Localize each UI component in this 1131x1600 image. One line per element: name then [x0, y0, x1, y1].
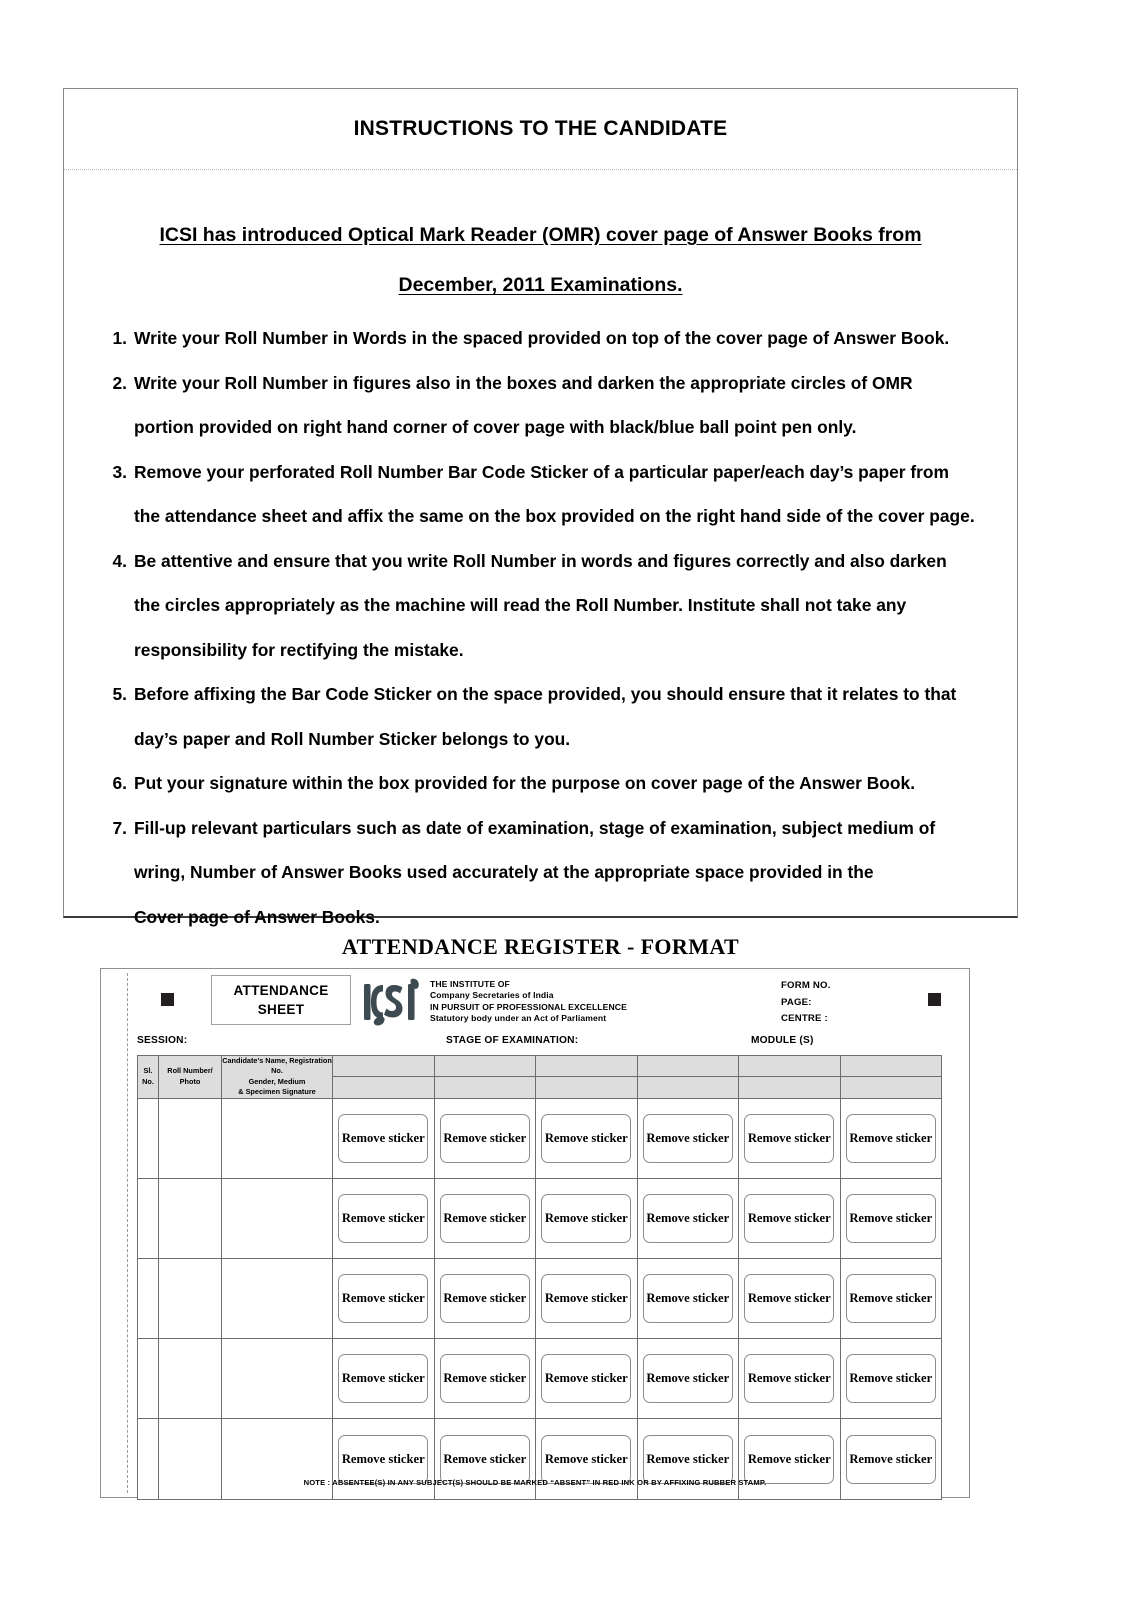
- instruction-item: [64, 316, 1017, 361]
- header-sl-no: [138, 1056, 159, 1099]
- header-subject-slot[interactable]: [739, 1056, 841, 1077]
- attendance-register-section: [63, 918, 1067, 1528]
- sticker-cell: [333, 1178, 435, 1258]
- instruction-line: day’s paper and Roll Number Sticker belongs to you.: [134, 728, 571, 749]
- remove-sticker-box[interactable]: Remove sticker: [744, 1435, 834, 1484]
- instruction-number: 1.: [112, 328, 127, 348]
- instruction-line: Write your Roll Number in Words in the spaced provided on top of the cover page of Answer Book.: [134, 328, 950, 348]
- sticker-cell: [637, 1419, 739, 1499]
- institute-line-3: IN PURSUIT OF PROFESSIONAL EXCELLENCE: [430, 1001, 627, 1012]
- header-subject-slot[interactable]: [637, 1056, 739, 1077]
- instruction-line: Remove your perforated Roll Number Bar Code Sticker of a particular paper/each day’s paper from: [134, 461, 950, 482]
- instruction-line: the attendance sheet and affix the same on the box provided on the right hand side of the cover page.: [134, 506, 975, 526]
- instruction-line: the circles appropriately as the machine will read the Roll Number. Institute shall not take any: [134, 595, 907, 615]
- sticker-cell: [333, 1259, 435, 1339]
- table-row: [138, 1419, 942, 1499]
- remove-sticker-box[interactable]: Remove sticker: [440, 1354, 530, 1403]
- form-header: [101, 969, 969, 1031]
- header-candidate-line-3: & Specimen Signature: [238, 1087, 316, 1097]
- sticker-cell: [333, 1339, 435, 1419]
- instruction-line: Before affixing the Bar Code Sticker on the space provided, you should ensure that it relates to that: [134, 684, 957, 704]
- header-subject-slot-sub[interactable]: [637, 1077, 739, 1098]
- instructions-list: [64, 316, 1017, 939]
- instruction-item: [64, 361, 1017, 450]
- instruction-text: [134, 316, 1007, 361]
- omr-heading-line-2: December, 2011 Examinations.: [398, 274, 683, 296]
- instruction-text: [134, 761, 1007, 806]
- institute-text-block: [430, 977, 627, 1025]
- attendance-table-body: [138, 1098, 942, 1499]
- remove-sticker-box[interactable]: Remove sticker: [846, 1194, 936, 1243]
- remove-sticker-box[interactable]: Remove sticker: [338, 1194, 428, 1243]
- sticker-cell: [739, 1178, 841, 1258]
- remove-sticker-box[interactable]: Remove sticker: [541, 1274, 631, 1323]
- remove-sticker-box[interactable]: Remove sticker: [744, 1274, 834, 1323]
- sticker-cell: [434, 1098, 536, 1178]
- table-header-row: [138, 1056, 942, 1077]
- attendance-grid-wrapper: [137, 1055, 942, 1466]
- instruction-line: Write your Roll Number in figures also in the boxes and darken the appropriate circles of OMR: [134, 372, 913, 393]
- sticker-cell: [840, 1259, 942, 1339]
- sticker-cell: [536, 1339, 638, 1419]
- instruction-line: portion provided on right hand corner of cover page with black/blue ball point pen only.: [134, 417, 857, 437]
- remove-sticker-box[interactable]: Remove sticker: [541, 1194, 631, 1243]
- sticker-cell: [434, 1339, 536, 1419]
- remove-sticker-box[interactable]: Remove sticker: [744, 1194, 834, 1243]
- table-row: [138, 1098, 942, 1178]
- sl-no-cell[interactable]: [138, 1339, 159, 1419]
- instruction-number: 6.: [112, 773, 127, 793]
- header-subject-slot-sub[interactable]: [333, 1077, 435, 1098]
- instruction-text: [134, 450, 1007, 539]
- header-candidate-line-2: Gender, Medium: [248, 1076, 306, 1086]
- remove-sticker-box[interactable]: Remove sticker: [541, 1354, 631, 1403]
- roll-photo-cell[interactable]: [159, 1178, 222, 1258]
- sticker-cell: [637, 1339, 739, 1419]
- sl-no-cell[interactable]: [138, 1419, 159, 1499]
- instructions-panel: [63, 88, 1018, 927]
- form-no-label: FORM NO.: [781, 980, 831, 991]
- header-roll-photo: Roll Number/ Photo: [159, 1056, 222, 1099]
- instruction-text: [134, 361, 1007, 450]
- sl-no-cell[interactable]: [138, 1178, 159, 1258]
- remove-sticker-box[interactable]: Remove sticker: [440, 1194, 530, 1243]
- page-label: PAGE:: [781, 996, 812, 1008]
- sticker-cell: [739, 1259, 841, 1339]
- sticker-cell: [637, 1178, 739, 1258]
- absentee-note: NOTE : ABSENTEE(S) IN ANY SUBJECT(S) SHOULD BE MARKED “ABSENT” IN RED INK OR BY AFFIXING RUBBER STAMP.: [303, 1478, 767, 1487]
- instruction-item: [64, 450, 1017, 539]
- header-subject-slot[interactable]: [536, 1056, 638, 1077]
- sticker-cell: [536, 1259, 638, 1339]
- attendance-table-head: [138, 1056, 942, 1099]
- header-sl-no-line-2: No.: [142, 1076, 154, 1086]
- remove-sticker-box[interactable]: Remove sticker: [338, 1435, 428, 1484]
- header-subject-slot-sub[interactable]: [840, 1077, 942, 1098]
- stage-of-examination-label: STAGE OF EXAMINATION:: [446, 1035, 579, 1046]
- roll-photo-cell[interactable]: [159, 1419, 222, 1499]
- attendance-badge-line-2: SHEET: [257, 1002, 305, 1017]
- sticker-cell: [840, 1178, 942, 1258]
- institute-line-2: Company Secretaries of India: [430, 990, 554, 1001]
- remove-sticker-box[interactable]: Remove sticker: [643, 1194, 733, 1243]
- candidate-details-cell[interactable]: [222, 1098, 333, 1178]
- session-label-row: [101, 1031, 969, 1055]
- instruction-number: 4.: [112, 550, 127, 571]
- centre-label: CENTRE :: [781, 1013, 828, 1024]
- instruction-line: Put your signature within the box provided for the purpose on cover page of the Answer Book.: [134, 773, 916, 793]
- candidate-details-cell[interactable]: [222, 1259, 333, 1339]
- remove-sticker-box[interactable]: Remove sticker: [643, 1114, 733, 1163]
- header-subject-slot-sub[interactable]: [739, 1077, 841, 1098]
- remove-sticker-box[interactable]: Remove sticker: [846, 1435, 936, 1484]
- remove-sticker-box[interactable]: Remove sticker: [846, 1114, 936, 1163]
- icsi-logo-icon: [363, 978, 421, 1026]
- instruction-line: wring, Number of Answer Books used accurately at the appropriate space provided in the: [134, 862, 874, 882]
- instruction-number: 5.: [112, 684, 127, 704]
- sticker-cell: [739, 1339, 841, 1419]
- remove-sticker-box[interactable]: Remove sticker: [338, 1114, 428, 1163]
- omr-heading-line-1: ICSI has introduced Optical Mark Reader (OMR) cover page of Answer Books from: [159, 224, 922, 246]
- remove-sticker-box[interactable]: Remove sticker: [744, 1354, 834, 1403]
- instruction-line: Fill-up relevant particulars such as date of examination, stage of examination, subject medium of: [134, 817, 936, 838]
- roll-photo-cell[interactable]: [159, 1339, 222, 1419]
- sticker-cell: [840, 1419, 942, 1499]
- candidate-details-cell[interactable]: [222, 1339, 333, 1419]
- instruction-number: 3.: [112, 461, 127, 482]
- instruction-text: [134, 672, 1007, 761]
- sticker-cell: [739, 1098, 841, 1178]
- remove-sticker-box[interactable]: Remove sticker: [541, 1435, 631, 1484]
- institute-line-1: THE INSTITUTE OF: [430, 979, 510, 989]
- remove-sticker-box[interactable]: Remove sticker: [643, 1435, 733, 1484]
- sticker-cell: [840, 1098, 942, 1178]
- sticker-cell: [333, 1098, 435, 1178]
- instruction-item: [64, 761, 1017, 806]
- header-sl-no-line-1: Sl.: [143, 1066, 153, 1076]
- roll-photo-cell[interactable]: [159, 1259, 222, 1339]
- header-subject-slot[interactable]: [434, 1056, 536, 1077]
- attendance-table: [137, 1055, 942, 1500]
- attendance-sheet-badge: [211, 975, 351, 1025]
- sticker-cell: [333, 1419, 435, 1499]
- sticker-cell: [739, 1419, 841, 1499]
- sticker-cell: [637, 1259, 739, 1339]
- attendance-badge-line-1: ATTENDANCE: [233, 983, 329, 998]
- sticker-cell: [536, 1178, 638, 1258]
- remove-sticker-box[interactable]: Remove sticker: [643, 1274, 733, 1323]
- register-title: ATTENDANCE REGISTER - FORMAT: [341, 934, 740, 959]
- header-subject-slot-sub[interactable]: [434, 1077, 536, 1098]
- sticker-cell: [536, 1098, 638, 1178]
- session-label: SESSION:: [137, 1035, 188, 1046]
- instruction-number: 2.: [112, 372, 127, 393]
- header-candidate-line-1: Candidate's Name, Registration No.: [222, 1056, 332, 1076]
- header-subject-slot-sub[interactable]: [536, 1077, 638, 1098]
- institute-line-4: Statutory body under an Act of Parliament: [430, 1013, 607, 1024]
- instruction-text: [134, 539, 1007, 673]
- candidate-details-cell[interactable]: [222, 1178, 333, 1258]
- roll-photo-cell[interactable]: [159, 1098, 222, 1178]
- institute-branding: [363, 977, 627, 1026]
- attendance-sheet-form: [100, 968, 970, 1498]
- remove-sticker-box[interactable]: Remove sticker: [440, 1114, 530, 1163]
- remove-sticker-box[interactable]: Remove sticker: [541, 1114, 631, 1163]
- header-candidate-details: [222, 1056, 333, 1099]
- form-meta-block: [781, 978, 831, 1028]
- table-row: [138, 1259, 942, 1339]
- sticker-cell: [434, 1419, 536, 1499]
- remove-sticker-box[interactable]: Remove sticker: [338, 1354, 428, 1403]
- instruction-line: responsibility for rectifying the mistake.: [134, 639, 464, 660]
- table-row: [138, 1178, 942, 1258]
- document-page: [63, 88, 1067, 1528]
- remove-sticker-box[interactable]: Remove sticker: [440, 1274, 530, 1323]
- remove-sticker-box[interactable]: Remove sticker: [643, 1354, 733, 1403]
- sl-no-cell[interactable]: [138, 1259, 159, 1339]
- module-label: MODULE (S): [751, 1035, 814, 1046]
- remove-sticker-box[interactable]: Remove sticker: [338, 1274, 428, 1323]
- instruction-line: Be attentive and ensure that you write Roll Number in words and figures correctly and also darken: [134, 550, 947, 571]
- remove-sticker-box[interactable]: Remove sticker: [744, 1114, 834, 1163]
- remove-sticker-box[interactable]: Remove sticker: [846, 1354, 936, 1403]
- remove-sticker-box[interactable]: Remove sticker: [440, 1435, 530, 1484]
- header-subject-slot[interactable]: [333, 1056, 435, 1077]
- instruction-item: [64, 539, 1017, 673]
- sticker-cell: [536, 1419, 638, 1499]
- sticker-cell: [840, 1339, 942, 1419]
- table-row: [138, 1339, 942, 1419]
- sl-no-cell[interactable]: [138, 1098, 159, 1178]
- remove-sticker-box[interactable]: Remove sticker: [846, 1274, 936, 1323]
- omr-heading: [64, 210, 1017, 310]
- page-title: INSTRUCTIONS TO THE CANDIDATE: [353, 117, 728, 140]
- instruction-item: [64, 672, 1017, 761]
- sticker-cell: [434, 1259, 536, 1339]
- sticker-cell: [434, 1178, 536, 1258]
- candidate-details-cell[interactable]: [222, 1419, 333, 1499]
- instruction-line: Cover page of Answer Books.: [134, 906, 380, 927]
- sticker-cell: [637, 1098, 739, 1178]
- instruction-number: 7.: [112, 817, 127, 838]
- header-subject-slot[interactable]: [840, 1056, 942, 1077]
- instructions-title-bar: [64, 89, 1017, 170]
